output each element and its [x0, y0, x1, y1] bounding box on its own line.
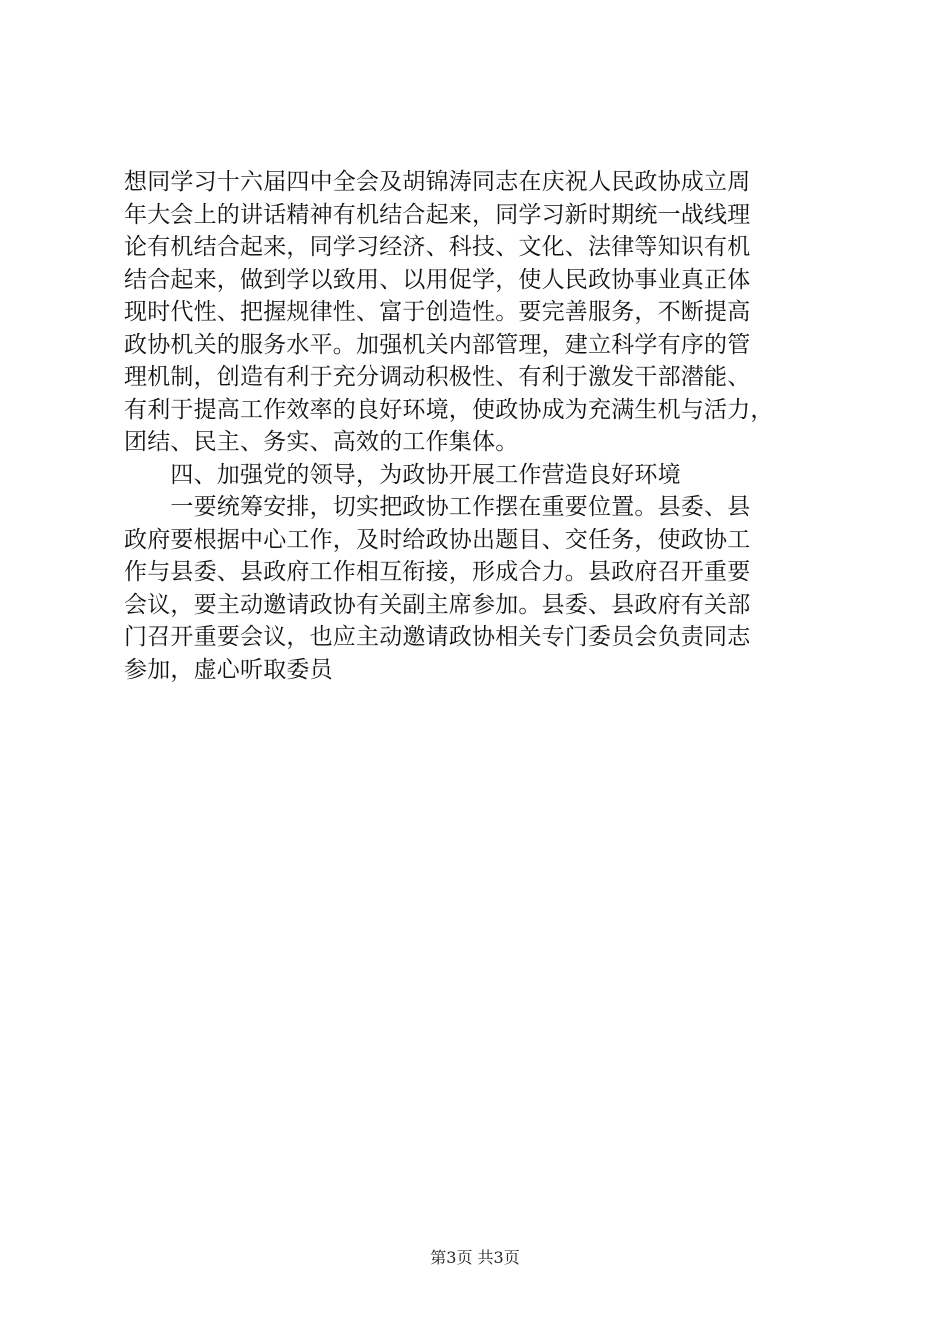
text-line: 理机制，创造有利于充分调动积极性、有利于激发干部潜能、: [124, 364, 751, 390]
text-line: 团结、民主、务实、高效的工作集体。: [124, 429, 519, 455]
text-line: 门召开重要会议，也应主动邀请政协相关专门委员会负责同志: [124, 624, 751, 650]
page-number-footer: 第3页 共3页: [430, 1248, 520, 1267]
body-text: [124, 166, 836, 686]
text-line: 年大会上的讲话精神有机结合起来，同学习新时期统一战线理: [124, 201, 751, 228]
text-line: 一要统筹安排，切实把政协工作摆在重要位置。县委、县: [124, 494, 751, 520]
text-line: 结合起来，做到学以致用、以用促学，使人民政协事业真正体: [124, 266, 751, 293]
text-line: 作与县委、县政府工作相互衔接，形成合力。县政府召开重要: [124, 559, 751, 585]
text-line: 有利于提高工作效率的良好环境，使政协成为充满生机与活力，: [124, 396, 774, 423]
text-line: 政协机关的服务水平。加强机关内部管理，建立科学有序的管: [124, 331, 751, 358]
text-line: 想同学习十六届四中全会及胡锦涛同志在庆祝人民政协成立周: [124, 169, 751, 195]
text-line: 参加，虚心听取委员: [124, 656, 333, 683]
text-line: 现时代性、把握规律性、富于创造性。要完善服务，不断提高: [124, 299, 751, 325]
text-line: 会议，要主动邀请政协有关副主席参加。县委、县政府有关部: [124, 591, 751, 618]
text-line: 论有机结合起来，同学习经济、科技、文化、法律等知识有机: [124, 234, 751, 260]
text-line: 政府要根据中心工作，及时给政协出题目、交任务，使政协工: [124, 526, 751, 553]
section-heading: 四、加强党的领导，为政协开展工作营造良好环境: [124, 461, 681, 488]
